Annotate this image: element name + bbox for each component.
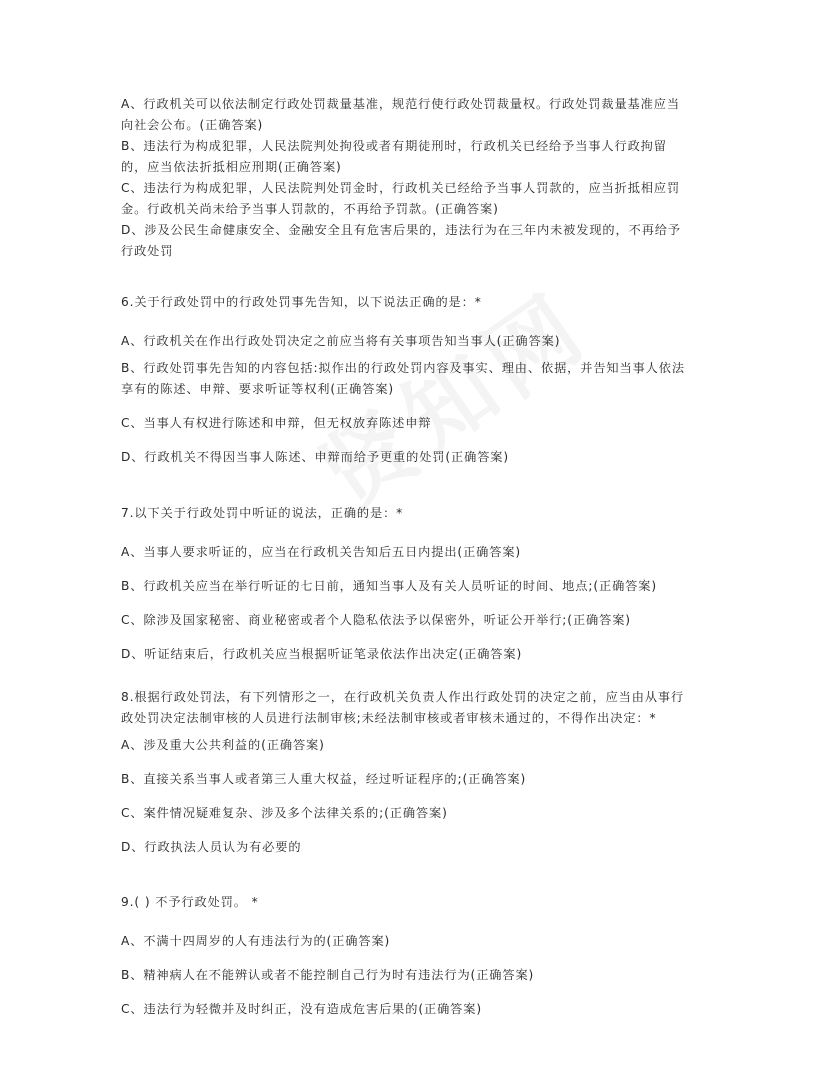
q5-option-d-line2: 行政处罚 [121,244,174,258]
q5-option-d [121,220,711,262]
q6-option-b [121,358,711,400]
q8-title [121,687,711,729]
q5-option-c-line1: C、违法行为构成犯罪，人民法院判处罚金时，行政机关已经给予当事人罚款的，应当折抵相应罚 [121,181,681,195]
q5-option-b [121,136,711,178]
q8-title-line2: 政处罚决定法制审核的人员进行法制审核;未经法制审核或者审核未通过的，不得作出决定：* [121,710,657,725]
q5-option-a-line2: 向社会公布。(正确答案) [121,118,264,132]
q8-title-line1: 8.根据行政处罚法，有下列情形之一，在行政机关负责人作出行政处罚的决定之前，应当由从事行 [121,689,685,704]
q7-title: 7.以下关于行政处罚中听证的说法，正确的是：* [121,505,404,520]
q5-option-b-line1: B、违法行为构成犯罪，人民法院判处拘役或者有期徒刑时，行政机关已经给予当事人行政拘留 [121,139,667,153]
q6-option-b-line2: 享有的陈述、申辩、要求听证等权利(正确答案) [121,382,395,397]
document-content [121,94,711,1020]
q8-option-c: C、案件情况疑难复杂、涉及多个法律关系的;(正确答案) [121,805,448,820]
q5-option-d-line1: D、涉及公民生命健康安全、金融安全且有危害后果的，违法行为在三年内未被发现的，不再给予 [121,223,681,237]
q7-option-d: D、听证结束后，行政机关应当根据听证笔录依法作出决定(正确答案) [121,646,523,661]
q9-option-b: B、精神病人在不能辨认或者不能控制自己行为时有违法行为(正确答案) [121,968,535,983]
q5-option-c-line2: 金。行政机关尚未给予当事人罚款的，不再给予罚款。(正确答案) [121,202,499,216]
q6-option-d: D、行政机关不得因当事人陈述、申辩而给予更重的处罚(正确答案) [121,450,510,465]
q5-option-b-line2: 的，应当依法折抵相应刑期(正确答案) [121,160,342,174]
q6-title: 6.关于行政处罚中的行政处罚事先告知，以下说法正确的是：* [121,295,482,310]
q6-option-b-line1: B、行政处罚事先告知的内容包括:拟作出的行政处罚内容及事实、理由、依据，并告知当事人依法 [121,361,685,376]
q8-option-b: B、直接关系当事人或者第三人重大权益，经过听证程序的;(正确答案) [121,771,527,786]
q5-option-a [121,94,711,136]
q6-option-c: C、当事人有权进行陈述和申辩，但无权放弃陈述申辩 [121,416,432,431]
q5-option-c [121,178,711,220]
q5-option-a-line1: A、行政机关可以依法制定行政处罚裁量基准，规范行使行政处罚裁量权。行政处罚裁量基准应当 [121,97,680,111]
q9-title: 9.( ) 不予行政处罚。 * [121,894,259,909]
q9-option-a: A、不满十四周岁的人有违法行为的(正确答案) [121,934,391,949]
q8-option-d: D、行政执法人员认为有必要的 [121,839,302,854]
q7-option-b: B、行政机关应当在举行听证的七日前，通知当事人及有关人员听证的时间、地点;(正确答案) [121,578,657,593]
q9-option-c: C、违法行为轻微并及时纠正，没有造成危害后果的(正确答案) [121,1002,482,1017]
q8-option-a: A、涉及重大公共利益的(正确答案) [121,737,325,752]
q6-option-a: A、行政机关在作出行政处罚决定之前应当将有关事项告知当事人(正确答案) [121,334,561,349]
q7-option-c: C、除涉及国家秘密、商业秘密或者个人隐私依法予以保密外，听证公开举行;(正确答案) [121,612,631,627]
q7-option-a: A、当事人要求听证的，应当在行政机关告知后五日内提出(正确答案) [121,544,522,559]
